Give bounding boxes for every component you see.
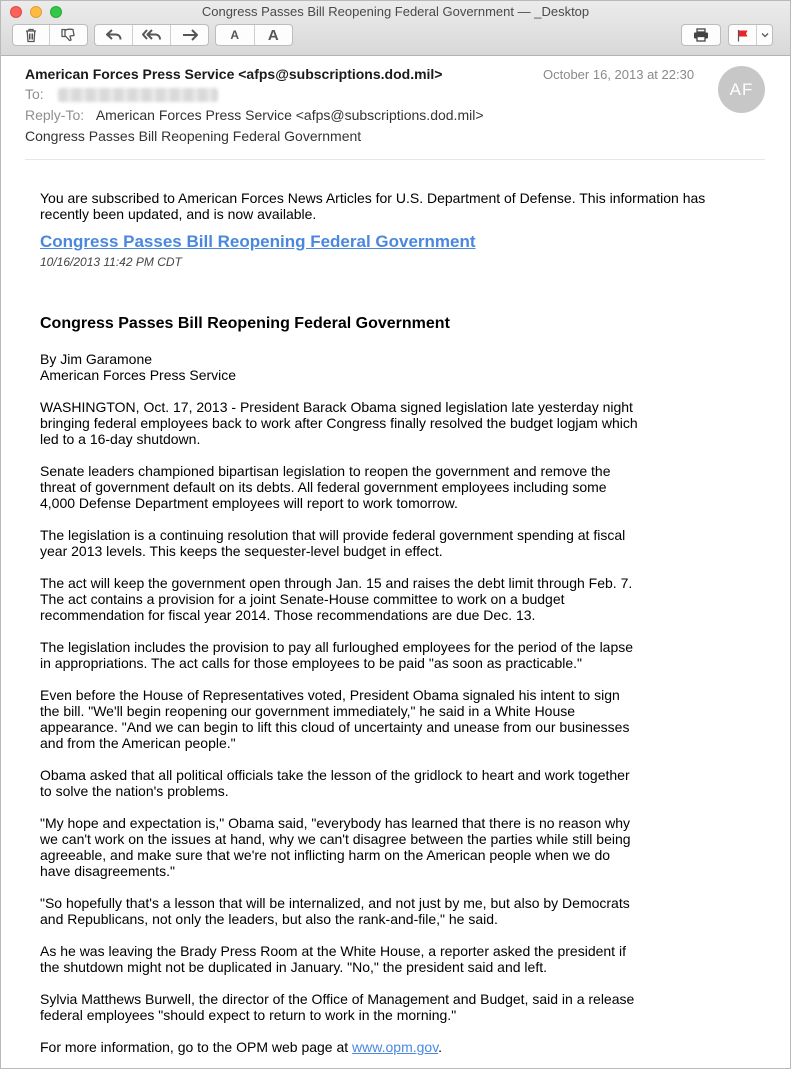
window-title: Congress Passes Bill Reopening Federal Government — _Desktop (201, 4, 590, 19)
print-group (681, 24, 721, 46)
reply-group (94, 24, 209, 46)
opm-link[interactable]: www.opm.gov (352, 1039, 439, 1055)
forward-arrow-icon (182, 29, 198, 41)
more-info-text: For more information, go to the OPM web page at (40, 1039, 353, 1055)
article-link[interactable]: Congress Passes Bill Reopening Federal Government (40, 232, 476, 251)
to-row (25, 86, 218, 102)
flag-group (728, 24, 773, 46)
reply-to-row (25, 107, 484, 123)
thumbs-down-icon (61, 28, 76, 42)
subject: Congress Passes Bill Reopening Federal Government (25, 128, 362, 144)
forward-button[interactable] (171, 25, 208, 45)
article-headline: Congress Passes Bill Reopening Federal Government (40, 315, 450, 332)
printer-icon (693, 28, 709, 42)
paragraph: The act will keep the government open through Jan. 15 and raises the debt limit through Feb. 7. The act contains a provision for a joint Senate-House committee to work on a budget recommendation for fiscal year 2014. Those recommendations are due Dec. 13. (40, 575, 633, 623)
font-larger-button[interactable]: A (267, 26, 279, 44)
paragraph: Senate leaders championed bipartisan legislation to reopen the government and remove the threat of government default on its debts. All federal government employees including some 4,000 Defense Department employees will report to work tomorrow. (40, 463, 611, 511)
red-flag-icon (737, 29, 749, 42)
paragraph: "My hope and expectation is," Obama said, "everybody has learned that there is no reason why we can't work on the issues at hand, why we can't disagree between the parties while still being agreeable, and make sure that we're not inflicting harm on the American people when we do have disagreements." (40, 815, 631, 879)
paragraph: As he was leaving the Brady Press Room at the White House, a reporter asked the president if the shutdown might not be duplicated in January. "No," the president said and left. (40, 943, 626, 975)
paragraph: WASHINGTON, Oct. 17, 2013 - President Barack Obama signed legislation late yesterday night bringing federal employees back to work after Congress finally resolved the budget logjam which led to a 16-day shutdown. (40, 399, 638, 447)
font-size-group (215, 24, 293, 46)
reply-to-label: Reply-To: (25, 107, 85, 123)
print-button[interactable] (682, 25, 720, 45)
reply-all-button[interactable] (133, 25, 171, 45)
paragraph: Sylvia Matthews Burwell, the director of the Office of Management and Budget, said in a release federal employees "should expect to return to work in the morning." (40, 991, 635, 1023)
to-label: To: (25, 86, 44, 102)
chevron-down-icon (761, 32, 769, 38)
more-info-line (40, 1039, 640, 1055)
header-divider (25, 159, 765, 160)
title-bar[interactable] (1, 1, 790, 56)
junk-button[interactable] (50, 25, 87, 45)
article-text (40, 351, 640, 1055)
font-smaller-button[interactable]: A (216, 25, 255, 45)
subscription-notice: You are subscribed to American Forces News Articles for U.S. Department of Defense. This information has recently been updated, and is now available. (40, 190, 706, 222)
redacted-recipient (58, 88, 218, 102)
flag-menu-button[interactable] (757, 25, 772, 45)
message-date: October 16, 2013 at 22:30 (543, 67, 695, 82)
more-info-suffix: . (438, 1039, 443, 1055)
reply-all-arrow-icon (142, 29, 162, 41)
paragraph: The legislation is a continuing resolution that will provide federal government spending at fiscal year 2013 levels. This keeps the sequester-level budget in effect. (40, 527, 626, 559)
trash-icon (24, 28, 38, 43)
reply-arrow-icon (106, 29, 122, 41)
paragraph: "So hopefully that's a lesson that will be internalized, and not just by me, but also by Democrats and Republicans, not only the leaders, but also the rank-and-file," he said. (40, 895, 630, 927)
byline: By Jim Garamone American Forces Press Service (40, 351, 237, 383)
reply-button[interactable] (95, 25, 133, 45)
delete-junk-group (12, 24, 88, 46)
paragraph: The legislation includes the provision to pay all furloughed employees for the period of the lapse in appropriations. The act calls for those employees to be paid "as soon as practicable." (40, 639, 634, 671)
sender[interactable]: American Forces Press Service <afps@subscriptions.dod.mil> (25, 66, 443, 82)
paragraph: Even before the House of Representatives voted, President Obama signaled his intent to sign the bill. "We'll begin reopening our government immediately," he said in a White House appearance. "And we can begin to lift this cloud of uncertainty and unease from our businesses and from the American people." (40, 687, 630, 751)
paragraph: Obama asked that all political officials take the lesson of the gridlock to heart and work together to solve the nation's problems. (40, 767, 630, 799)
reply-to-address[interactable]: American Forces Press Service <afps@subscriptions.dod.mil> (95, 107, 484, 123)
delete-button[interactable] (13, 25, 50, 45)
avatar: AF (718, 66, 765, 113)
message-body (40, 190, 760, 1071)
article-timestamp: 10/16/2013 11:42 PM CDT (40, 255, 182, 269)
flag-button[interactable] (729, 25, 757, 45)
